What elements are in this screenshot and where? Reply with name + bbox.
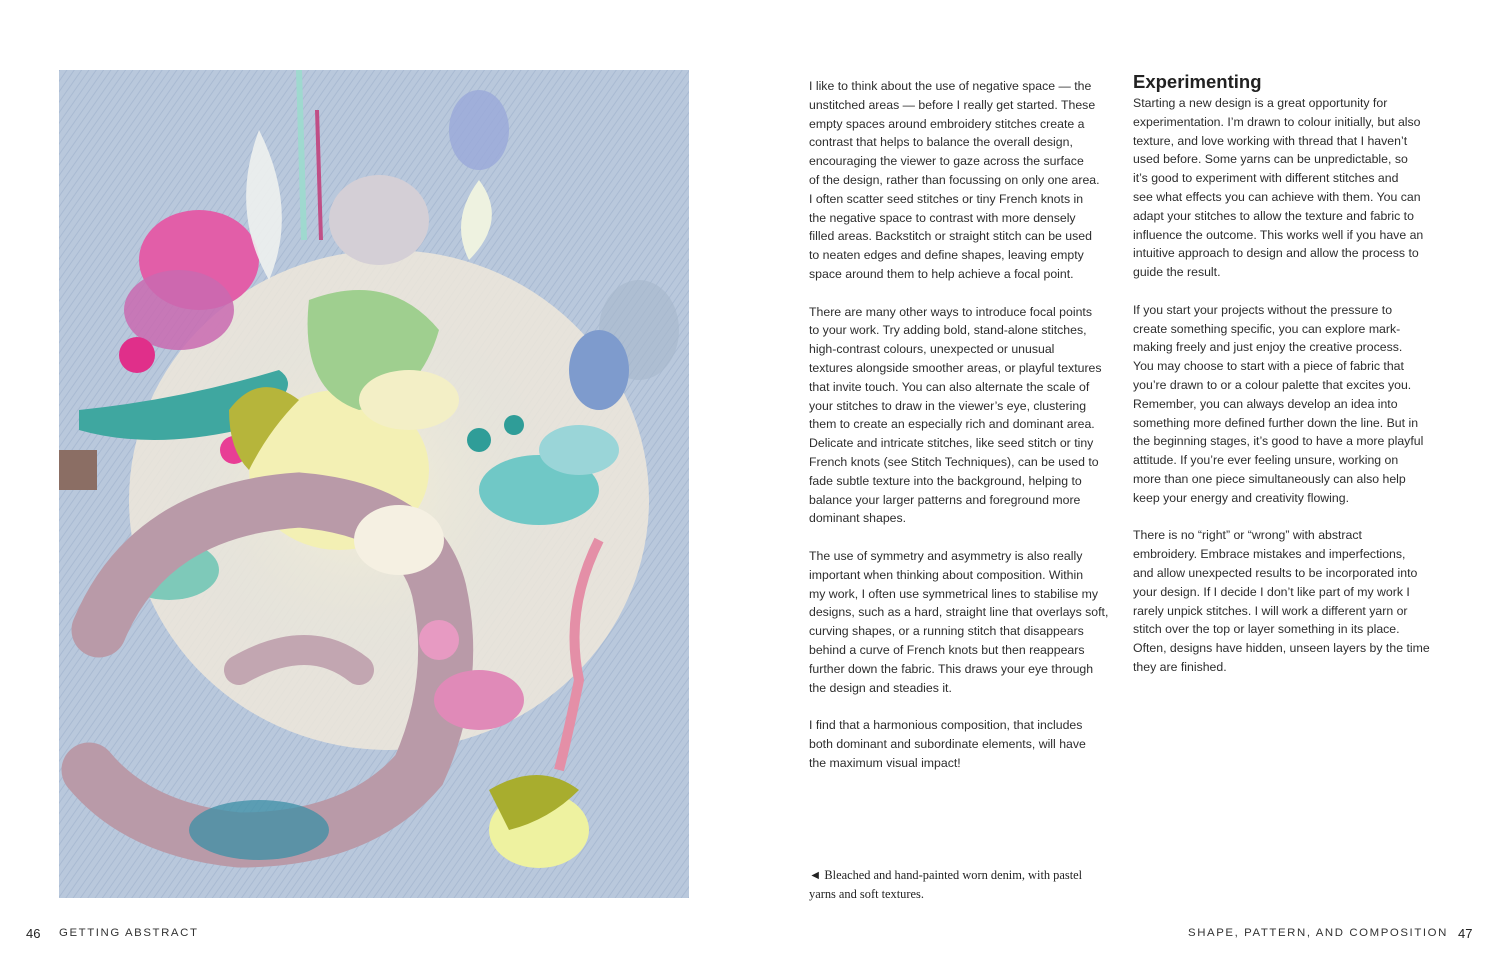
- embroidery-illustration: [59, 70, 689, 898]
- body-paragraph: Starting a new design is a great opportunity for experimentation. I’m drawn to colour initially, but also texture, and love working with thread that I haven’t used before. Some yarns can be unpredictable, so it’s good to experiment with different stitches and see what effects you can achieve with them. You can adapt your stitches to allow the texture and fabric to influence the outcome. This works well if you have an intuitive approach to design and allow the process to guide the result.: [1133, 96, 1424, 280]
- page-number-left: 46: [26, 926, 41, 941]
- body-paragraph: If you start your projects without the pressure to create something specific, you can explore mark- making freely and just enjoy the creative process. You may choose to start with a piece of fabric that you’re drawn to or a colour palette that excites you. Remember, you can always develop an idea into something more defined further down the line. But in the beginning stages, it’s good to have a more playful attitude. If you’re ever feeling unsure, working on more than one piece simultaneously can also help keep your energy and creativity flowing.: [1133, 302, 1424, 505]
- body-paragraph: The use of symmetry and asymmetry is also really important when thinking about composition. Within my work, I often use symmetrical lines to stabilise my designs, such as a hard, straight line that overlays soft, curving shapes, or a running stitch that disappears behind a curve of French knots but then reappears further down the fabric. This draws your eye through the design and steadies it.: [809, 548, 1109, 695]
- photo-caption: ◄ Bleached and hand-painted worn denim, with pastel yarns and soft textures.: [809, 868, 1083, 901]
- body-paragraph: There are many other ways to introduce focal points to your work. Try adding bold, stand-alone stitches, high-contrast colours, unexpected or unusual textures alongside smoother areas, or playful textures that invite touch. You can also alternate the scale of your stitches to draw in the viewer’s eye, clustering them to create an especially rich and dominant area. Delicate and intricate stitches, like seed stitch or tiny French knots (see Stitch Techniques), can be used to fade subtle texture into the background, helping to balance your larger patterns and foreground more dominant shapes.: [809, 304, 1102, 526]
- body-column-right: [1133, 70, 1445, 696]
- body-paragraph: I find that a harmonious composition, that includes both dominant and subordinate elements, will have the maximum visual impact!: [809, 718, 1086, 770]
- body-paragraph: There is no “right” or “wrong” with abstract embroidery. Embrace mistakes and imperfections, and allow unexpected results to be incorporated into your design. If I decide I don’t like part of my work I rarely unpick stitches. I will work a different yarn or stitch over the top or layer something in its place. Often, designs have hidden, unseen layers by the time they are finished.: [1133, 528, 1430, 674]
- running-head-right: SHAPE, PATTERN, AND COMPOSITION: [1188, 927, 1448, 939]
- body-column-left: [809, 77, 1121, 791]
- body-paragraph: I like to think about the use of negative space — the unstitched areas — before I really get started. These empty spaces around embroidery stitches create a contrast that helps to balance the overall design, encouraging the viewer to gaze across the surface of the design, rather than focussing on only one area. I often scatter seed stitches or tiny French knots in the negative space to contrast with more densely filled areas. Backstitch or straight stitch can be used to neaten edges and define shapes, leaving empty space around them to help achieve a focal point.: [809, 79, 1100, 281]
- section-heading: Experimenting: [1133, 71, 1262, 92]
- running-head-left: GETTING ABSTRACT: [59, 927, 199, 939]
- embroidery-photo: [59, 70, 689, 898]
- page-number-right: 47: [1458, 926, 1473, 941]
